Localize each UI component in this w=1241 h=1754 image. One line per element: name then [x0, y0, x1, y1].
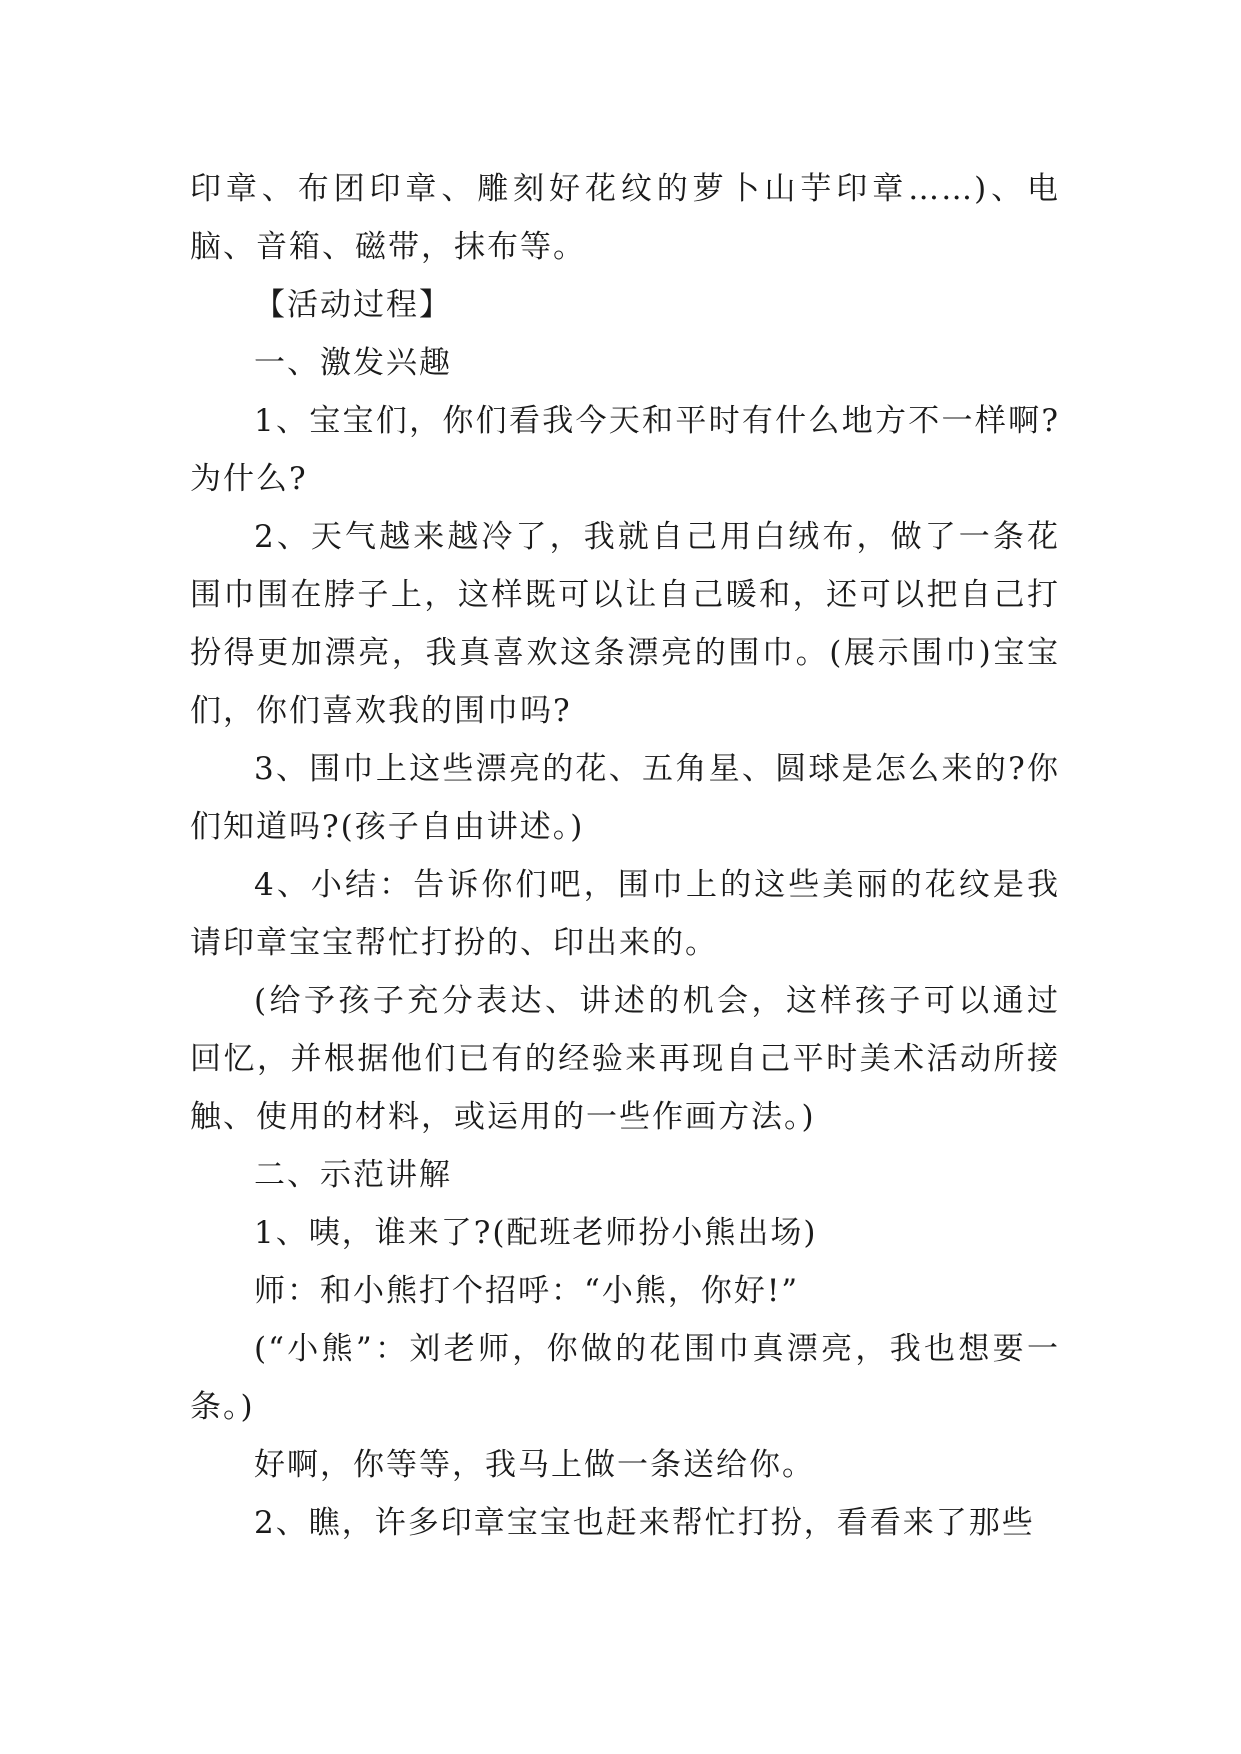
- paragraph-step-2: 2、天气越来越冷了，我就自己用白绒布，做了一条花围巾围在脖子上，这样既可以让自己暖和，还可以把自己打扮得更加漂亮，我真喜欢这条漂亮的围巾。(展示围巾)宝宝们，你们喜欢我的围巾吗?: [190, 519, 1060, 729]
- paragraph-materials-continued: 印章、布团印章、雕刻好花纹的萝卜山芋印章……)、电脑、音箱、磁带，抹布等。: [190, 171, 1060, 265]
- paragraph-bear-line: (“小熊”：刘老师，你做的花围巾真漂亮，我也想要一条。): [190, 1331, 1060, 1425]
- paragraph-demo-step-1: 1、咦，谁来了?(配班老师扮小熊出场): [254, 1215, 818, 1251]
- heading-section-one: 一、激发兴趣: [254, 345, 452, 381]
- paragraph-step-4-summary: 4、小结：告诉你们吧，围巾上的这些美丽的花纹是我请印章宝宝帮忙打扮的、印出来的。: [190, 867, 1060, 961]
- heading-section-two: 二、示范讲解: [254, 1157, 452, 1193]
- paragraph-note: (给予孩子充分表达、讲述的机会，这样孩子可以通过回忆，并根据他们已有的经验来再现自己平时美术活动所接触、使用的材料，或运用的一些作画方法。): [190, 983, 1060, 1135]
- paragraph-step-3: 3、围巾上这些漂亮的花、五角星、圆球是怎么来的?你们知道吗?(孩子自由讲述。): [190, 751, 1060, 845]
- paragraph-teacher-greeting: 师：和小熊打个招呼：“小熊，你好!”: [254, 1273, 800, 1309]
- document-body: [190, 160, 1060, 1552]
- paragraph-step-1: 1、宝宝们，你们看我今天和平时有什么地方不一样啊?为什么?: [190, 403, 1060, 497]
- paragraph-teacher-reply: 好啊，你等等，我马上做一条送给你。: [254, 1447, 815, 1483]
- paragraph-demo-step-2: 2、瞧，许多印章宝宝也赶来帮忙打扮，看看来了那些: [254, 1505, 1035, 1541]
- heading-activity-process: 【活动过程】: [254, 287, 452, 323]
